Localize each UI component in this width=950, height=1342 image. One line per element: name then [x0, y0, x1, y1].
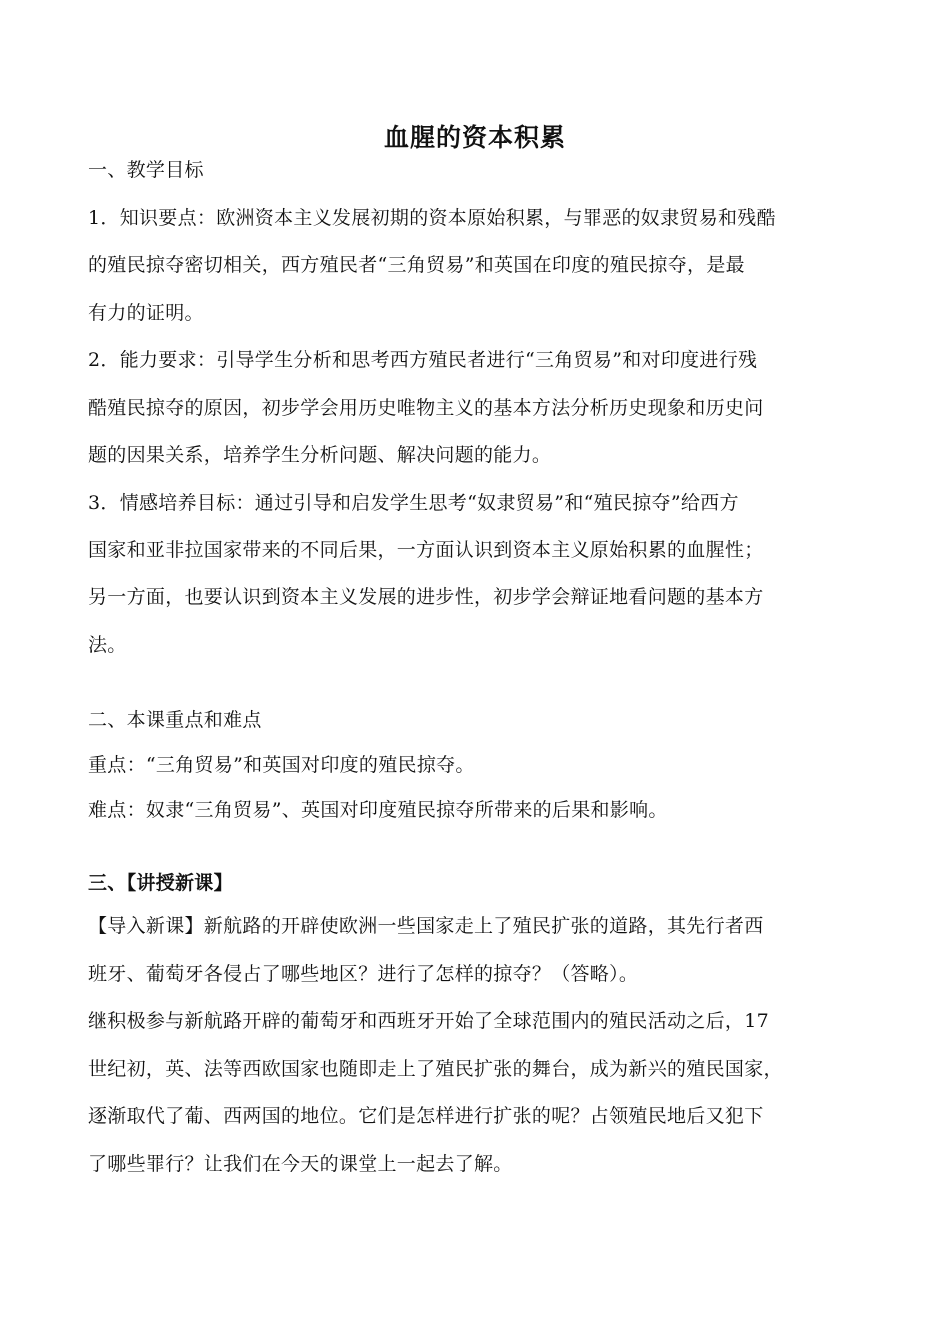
paragraph-line: 法。: [88, 634, 127, 656]
paragraph-line: 继积极参与新航路开辟的葡萄牙和西班牙开始了全球范围内的殖民活动之后，17: [88, 1010, 769, 1032]
paragraph-line: 酷殖民掠夺的原因，初步学会用历史唯物主义的基本方法分析历史现象和历史问: [88, 397, 764, 419]
section-heading-new-lesson: 三、【讲授新课】: [88, 872, 233, 894]
section-heading-objectives: 一、教学目标: [88, 159, 204, 181]
paragraph-line: 另一方面，也要认识到资本主义发展的进步性，初步学会辩证地看问题的基本方: [88, 586, 764, 608]
paragraph-line: 的殖民掠夺密切相关，西方殖民者“三角贸易”和英国在印度的殖民掠夺，是最: [88, 254, 745, 276]
document-title: 血腥的资本积累: [383, 123, 566, 152]
paragraph-line: 2．能力要求：引导学生分析和思考西方殖民者进行“三角贸易”和对印度进行残: [88, 349, 758, 371]
paragraph-line: 【导入新课】新航路的开辟使欧洲一些国家走上了殖民扩张的道路，其先行者西: [88, 915, 764, 937]
paragraph-line: 重点：“三角贸易”和英国对印度的殖民掠夺。: [88, 754, 475, 776]
paragraph-line: 有力的证明。: [88, 302, 204, 324]
paragraph-line: 班牙、葡萄牙各侵占了哪些地区？进行了怎样的掠夺？（答略）。: [88, 963, 639, 985]
paragraph-line: 逐渐取代了葡、西两国的地位。它们是怎样进行扩张的呢？占领殖民地后又犯下: [88, 1105, 764, 1127]
paragraph-line: 国家和亚非拉国家带来的不同后果，一方面认识到资本主义原始积累的血腥性；: [88, 539, 764, 561]
paragraph-line: 3．情感培养目标：通过引导和启发学生思考“奴隶贸易”和“殖民掠夺”给西方: [88, 492, 739, 514]
paragraph-line: 题的因果关系，培养学生分析问题、解决问题的能力。: [88, 444, 552, 466]
paragraph-line: 难点：奴隶“三角贸易”、英国对印度殖民掠夺所带来的后果和影响。: [88, 799, 668, 821]
paragraph-line: 世纪初，英、法等西欧国家也随即走上了殖民扩张的舞台，成为新兴的殖民国家，: [88, 1058, 783, 1080]
paragraph-line: 了哪些罪行？让我们在今天的课堂上一起去了解。: [88, 1153, 513, 1175]
section-heading-key-points: 二、本课重点和难点: [88, 709, 262, 731]
paragraph-line: 1．知识要点：欧洲资本主义发展初期的资本原始积累，与罪恶的奴隶贸易和残酷: [88, 207, 776, 229]
